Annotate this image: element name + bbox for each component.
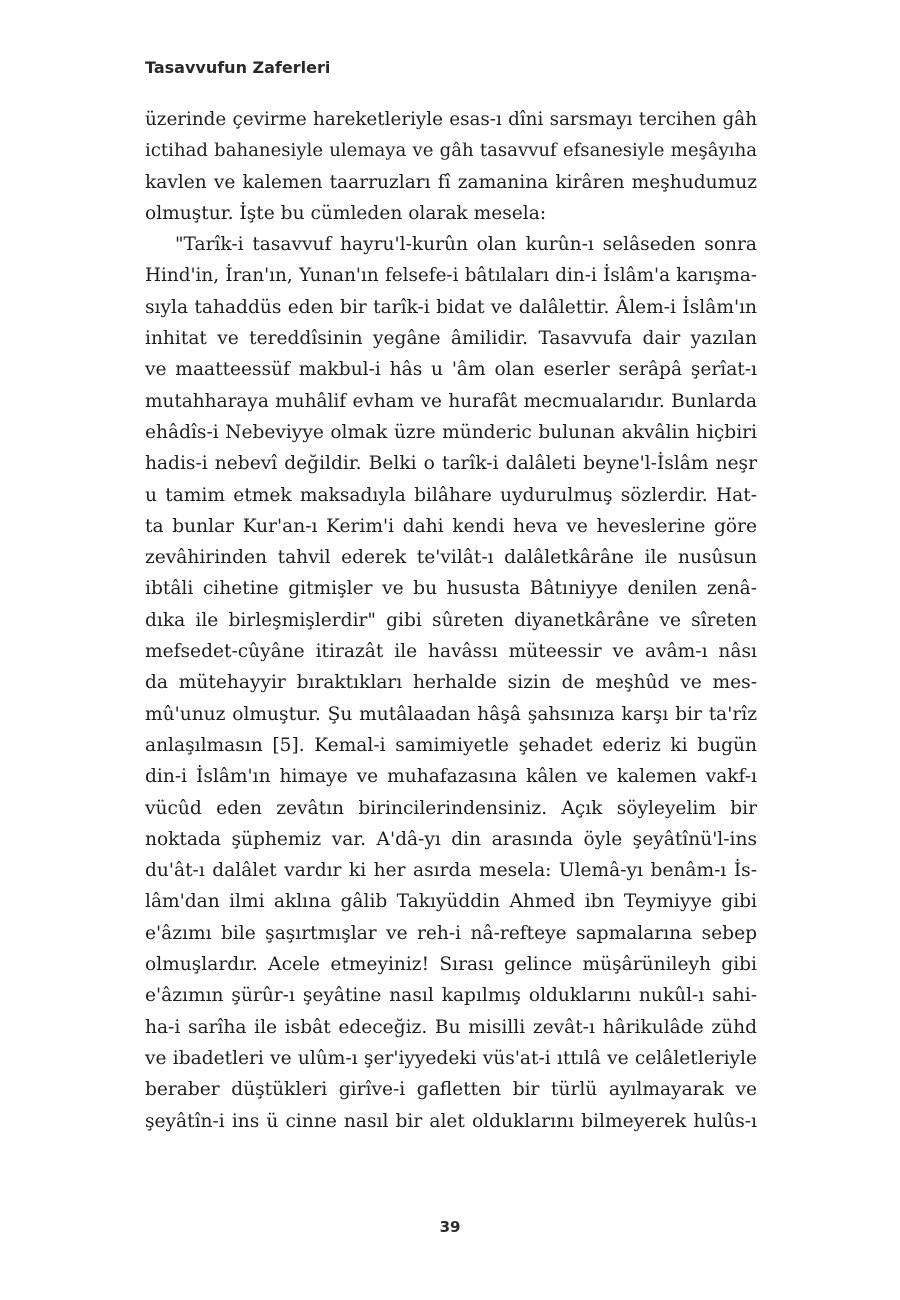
text-line: Hind'in, İran'ın, Yunan'ın felsefe-i bâtılaları din-i İslâm'a karışma- <box>145 265 757 287</box>
text-line: kavlen ve kalemen taarruzları fî zamanina kirâren meşhudumuz <box>145 171 757 193</box>
paragraph-2 <box>145 229 757 1137</box>
text-line: ta bunlar Kur'an-ı Kerim'i dahi kendi heva ve heveslerine göre <box>145 515 757 537</box>
text-line: dıka ile birleşmişlerdir" gibi sûreten diyanetkârâne ve sîreten <box>145 609 757 631</box>
text-line: ibtâli cihetine gitmişler ve bu hususta Bâtıniyye denilen zenâ- <box>145 578 757 600</box>
text-line: zevâhirinden tahvil ederek te'vilât-ı dalâletkârâne ile nusûsun <box>145 547 757 569</box>
text-line: e'âzımın şürûr-ı şeyâtine nasıl kapılmış olduklarını nukûl-ı sahi- <box>145 985 757 1007</box>
text-line: da mütehayyir bıraktıkları herhalde sizin de meşhûd ve mes- <box>145 672 757 694</box>
text-line: şeyâtîn-i ins ü cinne nasıl bir alet olduklarını bilmeyerek hulûs-ı <box>145 1110 757 1132</box>
page-body <box>145 104 757 1137</box>
text-line: u tamim etmek maksadıyla bilâhare uydurulmuş sözlerdir. Hat- <box>145 484 757 506</box>
text-line: ve ibadetleri ve ulûm-ı şer'iyyedeki vüs'at-i ıttılâ ve celâletleriyle <box>145 1047 757 1069</box>
text-line: anlaşılmasın [5]. Kemal-i samimiyetle şehadet ederiz ki bugün <box>145 734 757 756</box>
text-line: sıyla tahaddüs eden bir tarîk-i bidat ve dalâlettir. Âlem-i İslâm'ın <box>145 296 757 318</box>
text-line: ehâdîs-i Nebeviyye olmak üzre münderic bulunan akvâlin hiçbiri <box>145 421 757 443</box>
text-line: vücûd eden zevâtın birincilerindensiniz. Açık söyleyelim bir <box>145 797 757 819</box>
paragraph-1 <box>145 104 757 229</box>
text-line: inhitat ve tereddîsinin yegâne âmilidir. Tasavvufa dair yazılan <box>145 328 757 350</box>
text-line: e'âzımı bile şaşırtmışlar ve reh-i nâ-refteye sapmalarına sebep <box>145 922 757 944</box>
text-line: hadis-i nebevî değildir. Belki o tarîk-i dalâleti beyne'l-İslâm neşr <box>145 453 757 475</box>
text-line: du'ât-ı dalâlet vardır ki her asırda mesela: Ulemâ-yı benâm-ı İs- <box>145 860 757 882</box>
text-line: mefsedet-cûyâne itirazât ile havâssı müteessir ve avâm-ı nâsı <box>145 641 757 663</box>
text-line: ictihad bahanesiyle ulemaya ve gâh tasavvuf efsanesiyle meşâyıha <box>145 140 757 162</box>
text-line: ha-i sarîha ile isbât edeceğiz. Bu misilli zevât-ı hârikulâde zühd <box>145 1016 757 1038</box>
text-line: mû'unuz olmuştur. Şu mutâlaadan hâşâ şahsınıza karşı bir ta'rîz <box>145 703 757 725</box>
running-title: Tasavvufun Zaferleri <box>145 58 331 77</box>
text-line: üzerinde çevirme hareketleriyle esas-ı dîni sarsmayı tercihen gâh <box>145 109 757 130</box>
text-line: lâm'dan ilmi aklına gâlib Takıyüddin Ahmed ibn Teymiyye gibi <box>145 891 757 913</box>
text-line: beraber düştükleri girîve-i gafletten bir türlü ayılmayarak ve <box>145 1079 757 1101</box>
text-line: noktada şüphemiz var. A'dâ-yı din arasında öyle şeyâtînü'l-ins <box>145 828 757 850</box>
text-line: "Tarîk-i tasavvuf hayru'l-kurûn olan kurûn-ı selâseden sonra <box>175 234 757 256</box>
page-number: 39 <box>439 1218 461 1236</box>
text-line: ve maatteessüf makbul-i hâs u 'âm olan eserler serâpâ şerîat-ı <box>145 359 757 381</box>
text-line: olmuştur. İşte bu cümleden olarak mesela: <box>145 202 547 224</box>
text-line: mutahharaya muhâlif evham ve hurafât mecmualarıdır. Bunlarda <box>145 390 757 412</box>
text-line: olmuşlardır. Acele etmeyiniz! Sırası gelince müşârünileyh gibi <box>145 954 757 976</box>
text-line: din-i İslâm'ın himaye ve muhafazasına kâlen ve kalemen vakf-ı <box>145 766 757 788</box>
